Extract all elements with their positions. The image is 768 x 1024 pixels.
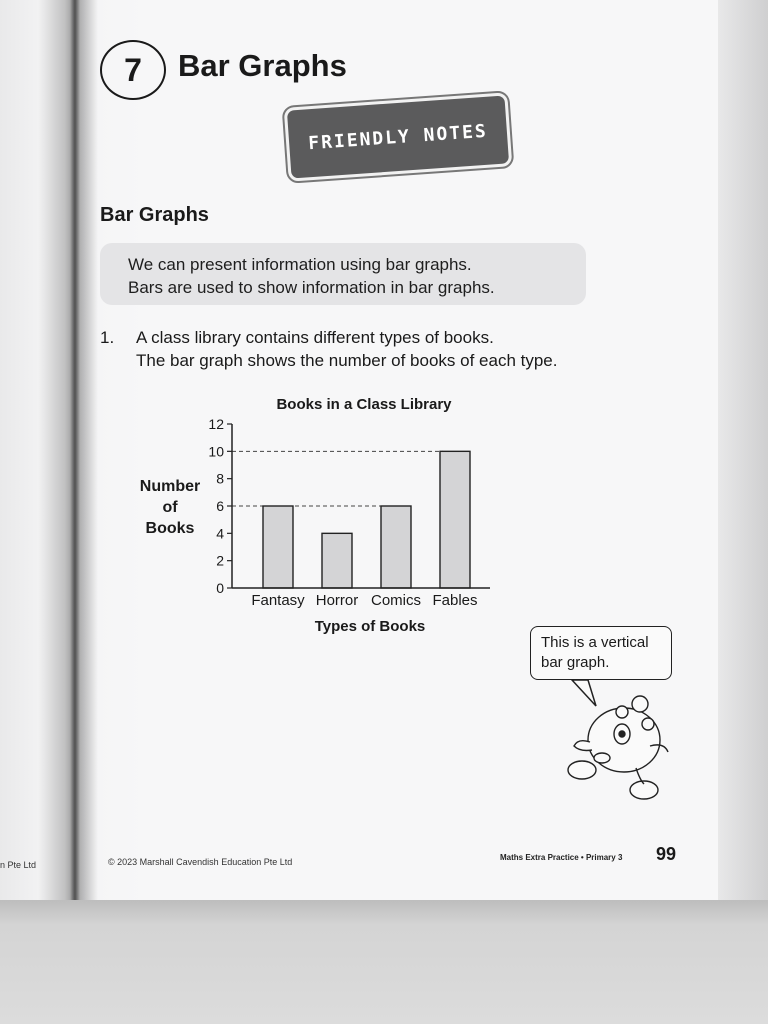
note-line-1: We can present information using bar graphs. — [128, 255, 472, 274]
chapter-title: Bar Graphs — [178, 48, 347, 83]
y-tick-label: 10 — [208, 443, 224, 460]
x-tick-label: Horror — [315, 592, 359, 609]
monster-icon — [568, 696, 668, 799]
x-axis-label: Types of Books — [314, 618, 426, 635]
question-number: 1. — [100, 328, 115, 347]
question-line-1: A class library contains different types of books. — [136, 328, 494, 347]
y-axis-label-line: of — [162, 499, 178, 516]
note-line-2: Bars are used to show information in bar graphs. — [128, 278, 495, 297]
friendly-notes-label: FRIENDLY NOTES — [307, 120, 489, 154]
chart-title: Books in a Class Library — [276, 396, 452, 413]
x-tick-label: Comics — [370, 592, 422, 609]
chapter-number: 7 — [124, 51, 142, 88]
footer-book-title: Maths Extra Practice • Primary 3 — [500, 853, 623, 862]
footer-copyright: © 2023 Marshall Cavendish Education Pte Ltd — [108, 857, 293, 867]
y-axis-label-line: Number — [139, 478, 201, 495]
y-tick-label: 4 — [216, 525, 224, 542]
x-tick-label: Fantasy — [251, 592, 305, 609]
x-tick-label: Fables — [432, 592, 478, 609]
y-axis-label-line: Books — [145, 520, 195, 537]
bubble-tail — [572, 680, 596, 706]
y-tick-label: 0 — [216, 580, 224, 596]
page-number: 99 — [656, 844, 677, 864]
footer-left-fragment: n Pte Ltd — [0, 860, 37, 870]
y-tick-label: 8 — [216, 470, 224, 487]
y-tick-label: 2 — [216, 552, 224, 569]
section-heading: Bar Graphs — [100, 204, 209, 226]
y-tick-label: 12 — [208, 416, 224, 432]
bubble-line: This is a vertical — [541, 634, 649, 651]
y-tick-label: 6 — [216, 498, 224, 514]
bubble-line: bar graph. — [541, 654, 610, 671]
question-line-2: The bar graph shows the number of books of each type. — [136, 351, 558, 370]
